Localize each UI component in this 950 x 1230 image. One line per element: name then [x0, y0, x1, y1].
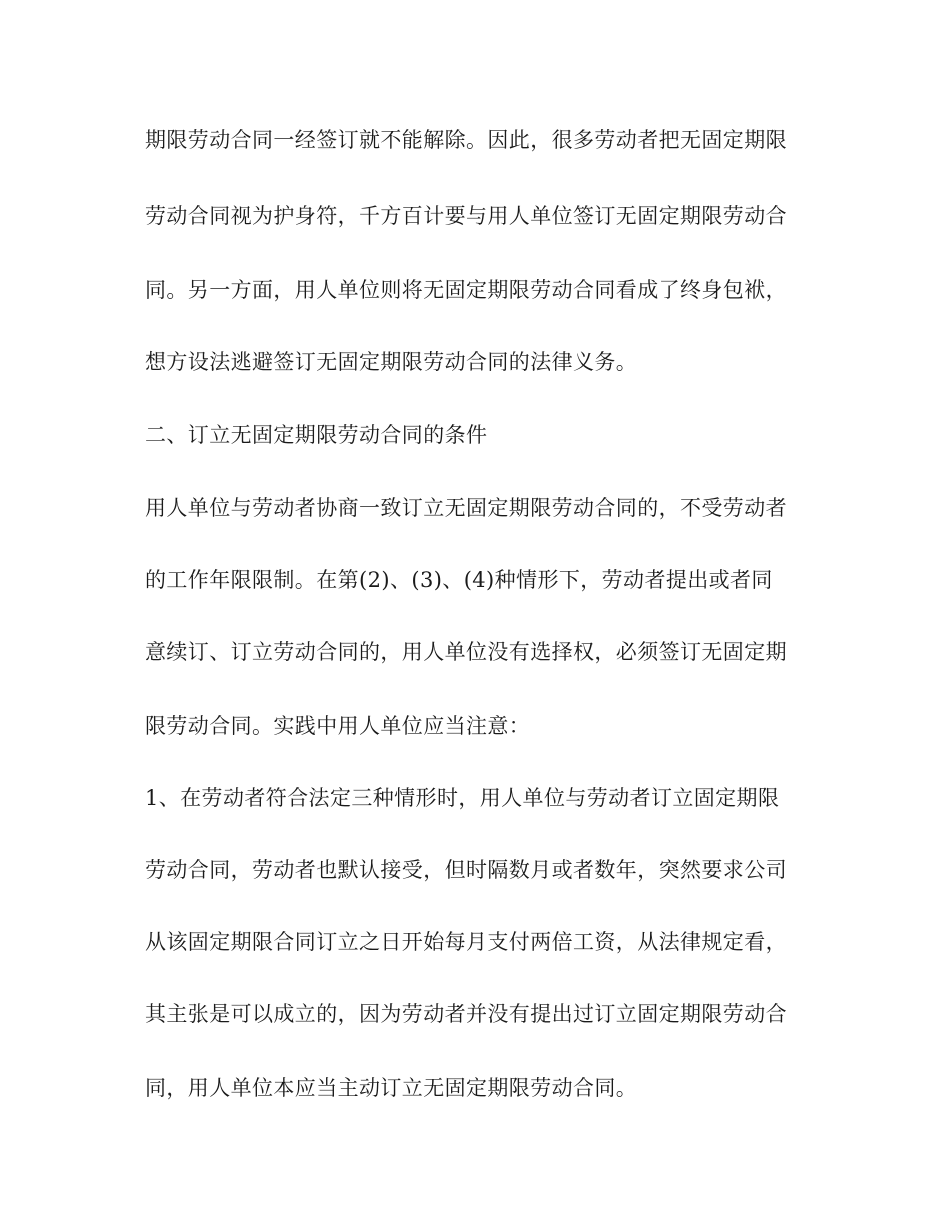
- body-text-line: 想方设法逃避签订无固定期限劳动合同的法律义务。: [145, 350, 638, 374]
- body-text-line: 同。另一方面，用人单位则将无固定期限劳动合同看成了终身包袱，: [145, 278, 787, 302]
- body-text-line: 劳动合同视为护身符，千方百计要与用人单位签订无固定期限劳动合: [145, 204, 787, 228]
- body-text-line: 期限劳动合同一经签订就不能解除。因此，很多劳动者把无固定期限: [145, 128, 787, 152]
- body-text-line: 用人单位与劳动者协商一致订立无固定期限劳动合同的，不受劳动者: [145, 496, 787, 520]
- list-item-text-line: 劳动合同，劳动者也默认接受，但时隔数月或者数年，突然要求公司: [145, 858, 787, 882]
- body-text-line: 意续订、订立劳动合同的，用人单位没有选择权，必须签订无固定期: [145, 640, 787, 664]
- list-item-text-line: 从该固定期限合同订立之日开始每月支付两倍工资，从法律规定看，: [145, 930, 787, 954]
- list-item-text-line: 同，用人单位本应当主动订立无固定期限劳动合同。: [145, 1076, 638, 1100]
- body-text-line: 限劳动合同。实践中用人单位应当注意：: [145, 714, 531, 738]
- section-heading: 二、订立无固定期限劳动合同的条件: [145, 423, 488, 447]
- list-item-text-line: 1、在劳动者符合法定三种情形时，用人单位与劳动者订立固定期限: [145, 786, 780, 810]
- body-text-line: 的工作年限限制。在第(2)、(3)、(4)种情形下，劳动者提出或者同: [145, 568, 773, 592]
- list-item-text-line: 其主张是可以成立的，因为劳动者并没有提出过订立固定期限劳动合: [145, 1002, 787, 1026]
